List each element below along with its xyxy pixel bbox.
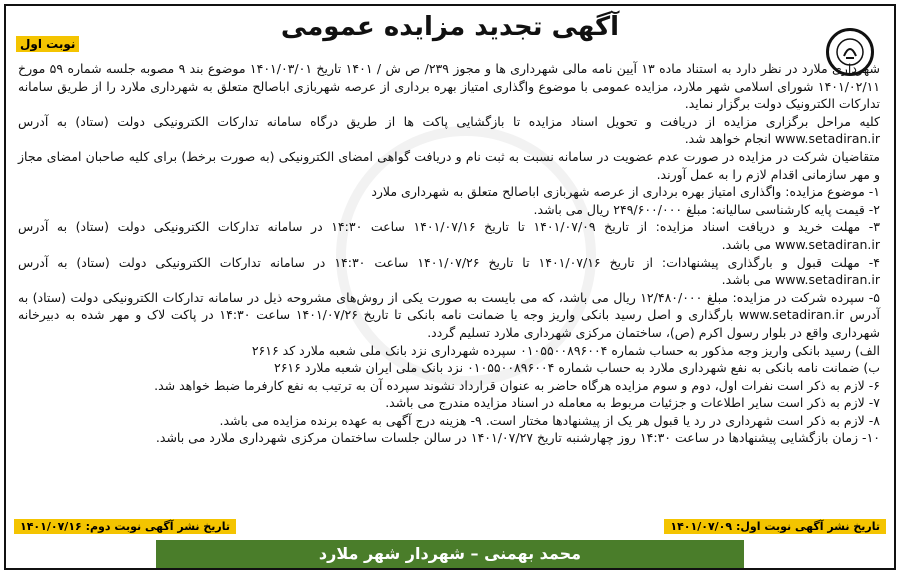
second-publication-date: تاریخ نشر آگهی نوبت دوم: ۱۴۰۱/۰۷/۱۶ xyxy=(14,519,236,534)
edition-badge: نوبت اول xyxy=(16,36,79,52)
item-opening: ۱۰- زمان بازگشایی پیشنهادها در ساعت ۱۴:۳۰ روز چهارشنبه تاریخ ۱۴۰۱/۰۷/۲۷ در سالن جلسات ساختمان مرکزی شهرداری ملارد می باشد. xyxy=(155,430,880,446)
publication-dates xyxy=(14,519,886,537)
item-deposit: ۵- سپرده شرکت در مزایده: مبلغ ۱۲/۴۸۰/۰۰۰ ریال می باشد، که می بایست به صورت یکی از روش‌های مشروحه ذیل در سامانه تدارکات الکترونیکی دولت (ستاد) به آدرس www.setadiran.ir بارگذاری و اصل رسید بانکی واریز وجه یا ضمانت نامه بانکی تا تاریخ ۱۴۰۱/۰۷/۲۶ ساعت ۱۴:۳۰ در پاکت لاک و مهر شده به دبیرخانه شهرداری واقع در بلوار رسول اکرم (ص)، ساختمان مرکزی شهرداری ملارد تسلیم گردد. xyxy=(18,289,881,340)
item-subject: ۱- موضوع مزایده: واگذاری امتیاز بهره برداری از عرصه شهربازی اباصالح متعلق به شهرداری ملارد xyxy=(371,184,880,200)
first-publication-date: تاریخ نشر آگهی نوبت اول: ۱۴۰۱/۰۷/۰۹ xyxy=(664,519,886,534)
item-forfeit: ۶- لازم به ذکر است نفرات اول، دوم و سوم مزایده هرگاه حاضر به عنوان قرارداد نشوند سپرده آن به ترتیب به نفع کارفرما ضبط خواهد شد. xyxy=(154,377,880,393)
item-deposit-b: ب) ضمانت نامه بانکی به نفع شهرداری ملارد به حساب شماره ۰۱۰۵۵۰۰۸۹۶۰۰۴ نزد بانک ملی ایران شعبه ملارد ۲۶۱۶ xyxy=(274,360,880,376)
intro-paragraph: شهرداری ملارد در نظر دارد به استناد ماده ۱۳ آیین نامه مالی شهرداری ها و مجوز ۲۳۹/ ص ش / ۱۴۰۱ تاریخ ۱۴۰۱/۰۳/۰۱ موضوع بند ۹ مصوبه جلسه شماره ۵۹ مورخ ۱۴۰۱/۰۲/۱۱ شورای اسلامی شهر ملارد، مزایده عمومی با موضوع واگذاری امتیاز بهره برداری از عرصه شهربازی اباصالح متعلق به شهرداری ملارد را از طریق سامانه تدارکات الکترونیک دولت برگزار نماید. xyxy=(18,61,881,112)
item-submission-deadline: ۴- مهلت قبول و بارگذاری پیشنهادات: از تاریخ ۱۴۰۱/۰۷/۱۶ تا تاریخ ۱۴۰۱/۰۷/۲۶ ساعت ۱۴:۳۰ در سامانه تدارکات الکترونیکی دولت (ستاد) به آدرس www.setadiran.ir می باشد. xyxy=(18,254,880,288)
notice-title: آگهی تجدید مزایده عمومی xyxy=(280,12,620,42)
item-document-deadline: ۳- مهلت خرید و دریافت اسناد مزایده: از تاریخ ۱۴۰۱/۰۷/۰۹ تا تاریخ ۱۴۰۱/۰۷/۱۶ ساعت ۱۴:۳۰ در سامانه تدارکات الکترونیکی دولت (ستاد) به آدرس www.setadiran.ir می باشد. xyxy=(18,219,880,252)
registration-paragraph: متقاضیان شرکت در مزایده در صورت عدم عضویت در سامانه نسبت به ثبت نام و دریافت گواهی امضای الکترونیکی (به صورت برخط) برای کلیه صاحبان امضای مجاز و مهر سازمانی اقدام لازم را به عمل آورند. xyxy=(18,148,880,182)
procedure-paragraph: کلیه مراحل برگزاری مزایده از دریافت و تحویل اسناد مزایده تا بازگشایی پاکت ها از طریق درگاه سامانه تدارکات الکترونیکی دولت (ستاد) به آدرس www.setadiran.ir انجام خواهد شد. xyxy=(18,113,880,147)
item-details: ۷- لازم به ذکر است سایر اطلاعات و جزئیات مربوط به معامله در اسناد مزایده مندرج می باشد. xyxy=(385,395,880,411)
item-deposit-a: الف) رسید بانکی واریز وجه مذکور به حساب شماره ۰۱۰۵۵۰۰۸۹۶۰۰۴ سپرده شهرداری نزد بانک ملی شعبه ملارد کد ۲۶۱۶ xyxy=(251,342,880,358)
item-rights-and-cost: ۸- لازم به ذکر است شهرداری در رد یا قبول هر یک از پیشنهادها مختار است. ۹- هزینه درج آگهی به عهده برنده مزایده می باشد. xyxy=(219,412,880,428)
notice-body xyxy=(18,60,880,447)
notice-frame xyxy=(4,4,896,570)
mayor-signature: محمد بهمنی – شهردار شهر ملارد xyxy=(156,540,744,568)
item-base-price: ۲- قیمت پایه کارشناسی سالیانه: مبلغ ۲۴۹/۶۰۰/۰۰۰ ریال می باشد. xyxy=(533,201,880,217)
